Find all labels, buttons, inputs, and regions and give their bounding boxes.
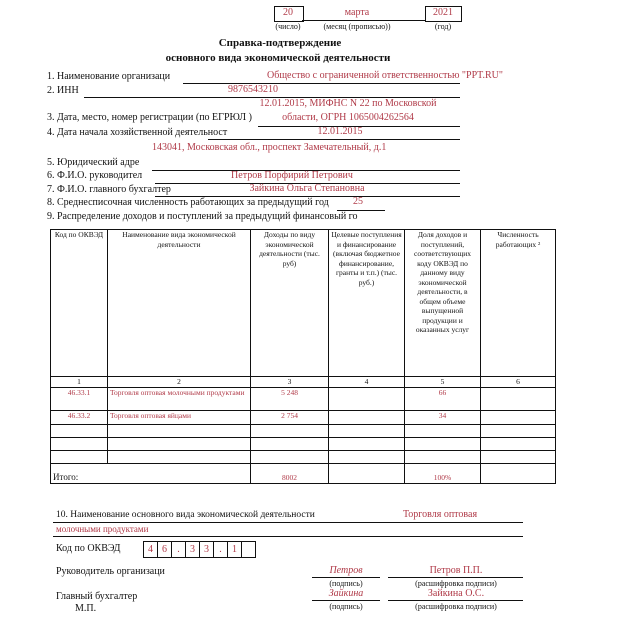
col-number: 1	[51, 377, 108, 388]
start-value: 12.01.2015	[317, 126, 363, 137]
head-label: 6. Ф.И.О. руководител	[47, 170, 143, 181]
okved-cell: 1	[228, 542, 242, 557]
col-number: 3	[251, 377, 329, 388]
section10-value2: молочными продуктами	[56, 524, 149, 534]
cell-income: 2 754	[251, 410, 329, 424]
acc-label: 7. Ф.И.О. главного бухгалтер	[47, 184, 171, 195]
okved-cell: 4	[144, 542, 158, 557]
address-value: 143041, Московская обл., проспект Замечательный, д.1	[152, 142, 387, 153]
cell-activity: Торговля оптовая яйцами	[108, 410, 251, 424]
section10-value1: Торговля оптовая	[402, 509, 478, 520]
head-sign-label: Руководитель организаци	[56, 566, 165, 577]
head-value: Петров Порфирий Петрович	[231, 170, 353, 181]
cell-okved: 46.33.2	[51, 410, 108, 424]
year-value: 2021	[433, 7, 453, 18]
cell-okved: 46.33.1	[51, 387, 108, 410]
staff-value: 25	[353, 196, 363, 207]
cell-staff	[481, 387, 556, 410]
table-row	[51, 410, 556, 424]
total-share: 100%	[405, 463, 481, 483]
col-number: 6	[481, 377, 556, 388]
empty-row	[51, 437, 556, 450]
total-label: Итого:	[51, 463, 251, 483]
head-signature: Петров	[329, 565, 363, 576]
address-label: 5. Юридический адре	[47, 157, 140, 168]
cell-targeted	[329, 387, 405, 410]
cell-targeted	[329, 410, 405, 424]
header-share: Доля доходов и поступлений, соответствующих коду ОКВЭД по данному виду экономической деятельности, в общем объеме выпущенной продукции и оказанных услуг	[405, 230, 481, 377]
org-label: 1. Наименование организаци	[47, 71, 171, 82]
okved-cell	[242, 542, 255, 557]
total-income: 8002	[251, 463, 329, 483]
total-row	[51, 463, 556, 483]
okved-code-boxes	[143, 541, 256, 558]
start-label: 4. Дата начала хозяйственной деятельност	[47, 127, 228, 138]
inn-value: 9876543210	[228, 84, 278, 95]
header-income: Доходы по виду экономической деятельности (тыс. руб)	[251, 230, 329, 377]
month-value: марта	[344, 7, 370, 18]
cell-activity: Торговля оптовая молочными продуктами	[108, 387, 251, 410]
month-label: (месяц (прописью))	[323, 22, 391, 31]
day-label: (число)	[275, 22, 301, 31]
col-number: 5	[405, 377, 481, 388]
reg-label: 3. Дата, место, номер регистрации (по ЕГРЮЛ )	[47, 112, 252, 123]
section10-label: 10. Наименование основного вида экономической деятельности	[56, 510, 315, 520]
dist-label: 9. Распределение доходов и поступлений за предыдущий финансовый го	[47, 211, 358, 222]
distribution-table	[50, 229, 556, 484]
staff-label: 8. Среднесписочная численность работающих за предыдущий год	[47, 197, 329, 208]
okved-cell: .	[172, 542, 186, 557]
col-number: 4	[329, 377, 405, 388]
decode-caption: (расшифровка подписи)	[415, 579, 497, 588]
reg-value-2: области, ОГРН 1065004262564	[282, 112, 414, 123]
cell-share: 34	[405, 410, 481, 424]
year-label: (год)	[434, 22, 452, 31]
decode-caption: (расшифровка подписи)	[415, 602, 497, 611]
sign-caption: (подпись)	[329, 602, 363, 611]
day-value: 20	[283, 7, 293, 18]
table-row	[51, 387, 556, 410]
sign-caption: (подпись)	[329, 579, 363, 588]
header-okved: Код по ОКВЭД	[51, 230, 108, 377]
okved-cell: 6	[158, 542, 172, 557]
acc-signature: Зайкина	[328, 588, 364, 599]
header-staff: Численность работающих ²	[481, 230, 556, 377]
empty-row	[51, 450, 556, 463]
header-activity: Наименование вида экономической деятельности	[108, 230, 251, 377]
cell-income: 5 248	[251, 387, 329, 410]
reg-value-1: 12.01.2015, МИФНС N 22 по Московской	[259, 98, 437, 109]
title-line2: основного вида экономической деятельности	[165, 52, 391, 64]
head-name: Петров П.П.	[429, 565, 483, 576]
acc-name: Зайкина О.С.	[427, 588, 485, 599]
acc-value: Зайкина Ольга Степановна	[249, 183, 365, 194]
col-number: 2	[108, 377, 251, 388]
header-targeted: Целевые поступления и финансирование (включая бюджетное финансирование, гранты и т.п.) (тыс. руб.)	[329, 230, 405, 377]
number-row	[51, 377, 556, 388]
inn-label: 2. ИНН	[47, 85, 79, 96]
cell-share: 66	[405, 387, 481, 410]
acc-sign-label: Главный бухгалтер	[56, 591, 138, 602]
okved-cell: 3	[200, 542, 214, 557]
org-value: Общество с ограниченной ответственностью "PPT.RU"	[267, 70, 503, 81]
okved-cell: .	[214, 542, 228, 557]
title-line1: Справка-подтверждение	[218, 37, 342, 49]
empty-row	[51, 424, 556, 437]
okved-label: Код по ОКВЭД	[56, 543, 121, 554]
okved-cell: 3	[186, 542, 200, 557]
stamp-label: М.П.	[75, 603, 97, 614]
cell-staff	[481, 410, 556, 424]
